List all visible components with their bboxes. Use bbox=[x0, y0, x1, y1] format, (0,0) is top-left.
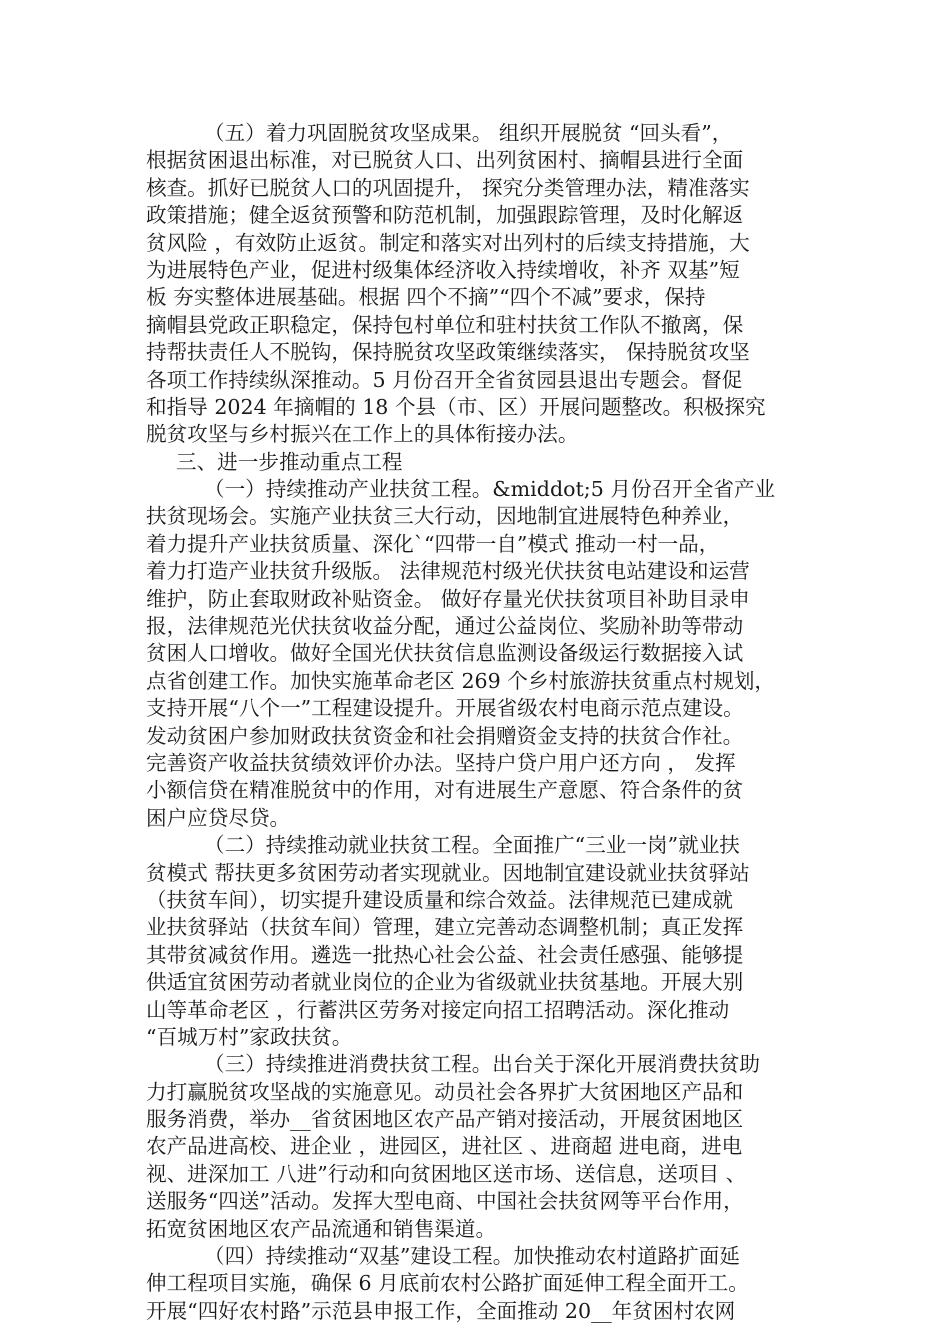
paragraph-line: 维护，防止套取财政补贴资金。 做好存量光伏扶贫项目补助目录申 bbox=[146, 586, 750, 611]
paragraph-line: 为进展特色产业，促进村级集体经济收入持续增收，补齐 双基”短 bbox=[146, 257, 740, 282]
paragraph-line: （扶贫车间），切实提升建设质量和综合效益。法律规范已建成就 bbox=[146, 887, 733, 912]
paragraph-line: 着力打造产业扶贫升级版。 法律规范村级光伏扶贫电站建设和运营 bbox=[146, 559, 750, 584]
paragraph-line: 政策措施；健全返贫预警和防范机制，加强跟踪管理，及时化解返 bbox=[146, 203, 744, 228]
paragraph-line: 贫模式 帮扶更多贫困劳动者实现就业。因地制宜建设就业扶贫驿站 bbox=[146, 860, 750, 885]
paragraph-line: （一）持续推动产业扶贫工程。&middot;5 月份召开全省产业 bbox=[204, 477, 776, 502]
paragraph-line: “百城万村”家政扶贫。 bbox=[146, 1024, 353, 1049]
paragraph-line: 脱贫攻坚与乡村振兴在工作上的具体衔接办法。 bbox=[146, 422, 579, 447]
paragraph-line: 点省创建工作。加快实施革命老区 269 个乡村旅游扶贫重点村规划， bbox=[146, 668, 776, 693]
paragraph-line: 视、进深加工 八进”行动和向贫困地区送市场、送信息，送项目 、 bbox=[146, 1161, 747, 1186]
paragraph-line: 山等革命老区 ，行蓄洪区劳务对接定向招工招聘活动。深化推动 bbox=[146, 997, 730, 1022]
paragraph-line: 困户应贷尽贷。 bbox=[146, 805, 291, 830]
paragraph-line: 发动贫困户参加财政扶贫资金和社会捐赠资金支持的扶贫合作社。 bbox=[146, 723, 744, 748]
paragraph-line: 服务消费，举办__省贫困地区农产品产销对接活动，开展贫困地区 bbox=[146, 1107, 744, 1132]
paragraph-line: 持帮扶责任人不脱钩，保持脱贫攻坚政策继续落实， 保持脱贫攻坚 bbox=[146, 340, 750, 365]
paragraph-line: 根据贫困退出标准，对已脱贫人口、出列贫困村、摘帽县进行全面 bbox=[146, 148, 744, 173]
paragraph-line: 农产品进高校、进企业 ，进园区，进社区 、进商超 进电商，进电 bbox=[146, 1134, 743, 1159]
paragraph-line: 着力提升产业扶贫质量、深化`“四带一自”模式 推动一村一品， bbox=[146, 531, 720, 556]
paragraph-line: 扶贫现场会。实施产业扶贫三大行动，因地制宜进展特色种养业， bbox=[146, 504, 744, 529]
paragraph-line: 供适宜贫困劳动者就业岗位的企业为省级就业扶贫基地。开展大别 bbox=[146, 970, 744, 995]
paragraph-line: 和指导 2024 年摘帽的 18 个县（市、区）开展问题整改。积极探究 bbox=[146, 394, 766, 419]
paragraph-line: 完善资产收益扶贫绩效评价办法。坚持户贷户用户还方向 ， 发挥 bbox=[146, 750, 736, 775]
section-heading: 三、进一步推动重点工程 bbox=[176, 449, 403, 474]
paragraph-line: 拓宽贫困地区农产品流通和销售渠道。 bbox=[146, 1216, 497, 1241]
paragraph-line: 送服务“四送”活动。发挥大型电商、中国社会扶贫网等平台作用， bbox=[146, 1189, 744, 1214]
paragraph-line: 贫风险 ，有效防止返贫。制定和落实对出列村的后续支持措施，大 bbox=[146, 230, 750, 255]
paragraph-line: 小额信贷在精准脱贫中的作用，对有进展生产意愿、符合条件的贫 bbox=[146, 778, 744, 803]
paragraph-line: 力打赢脱贫攻坚战的实施意见。动员社会各界扩大贫困地区产品和 bbox=[146, 1079, 744, 1104]
paragraph-line: （二）持续推动就业扶贫工程。全面推广“三业一岗”就业扶 bbox=[204, 833, 740, 858]
paragraph-line: 其带贫减贫作用。遴选一批热心社会公益、社会责任感强、能够提 bbox=[146, 942, 744, 967]
paragraph-line: 贫困人口增收。做好全国光伏扶贫信息监测设备级运行数据接入试 bbox=[146, 641, 744, 666]
paragraph-line: 各项工作持续纵深推动。5 月份召开全省贫园县退出专题会。督促 bbox=[146, 367, 743, 392]
paragraph-line: 报，法律规范光伏扶贫收益分配，通过公益岗位、奖励补助等带动 bbox=[146, 614, 744, 639]
paragraph-line: 核查。抓好已脱贫人口的巩固提升， 探究分类管理办法，精准落实 bbox=[146, 175, 750, 200]
paragraph-line: 摘帽县党政正职稳定，保持包村单位和驻村扶贫工作队不撤离，保 bbox=[146, 312, 744, 337]
paragraph-line: 伸工程项目实施，确保 6 月底前农村公路扩面延伸工程全面开工。 bbox=[146, 1271, 749, 1296]
document-body bbox=[146, 120, 822, 1325]
paragraph-line: 板 夯实整体进展基础。根据 四个不摘”“四个不减”要求，保持 bbox=[146, 285, 706, 310]
paragraph-line: （四）持续推动“双基”建设工程。加快推动农村道路扩面延 bbox=[204, 1244, 740, 1269]
paragraph-line: 业扶贫驿站（扶贫车间）管理，建立完善动态调整机制；真正发挥 bbox=[146, 915, 744, 940]
paragraph-line: 开展“四好农村路”示范县申报工作，全面推动 20__年贫困村农网 bbox=[146, 1298, 736, 1323]
paragraph-line: （三）持续推进消费扶贫工程。出台关于深化开展消费扶贫助 bbox=[204, 1052, 761, 1077]
paragraph-line: （五）着力巩固脱贫攻坚成果。 组织开展脱贫 “回头看”， bbox=[204, 121, 733, 145]
paragraph-line: 支持开展“八个一”工程建设提升。开展省级农村电商示范点建设。 bbox=[146, 696, 744, 721]
